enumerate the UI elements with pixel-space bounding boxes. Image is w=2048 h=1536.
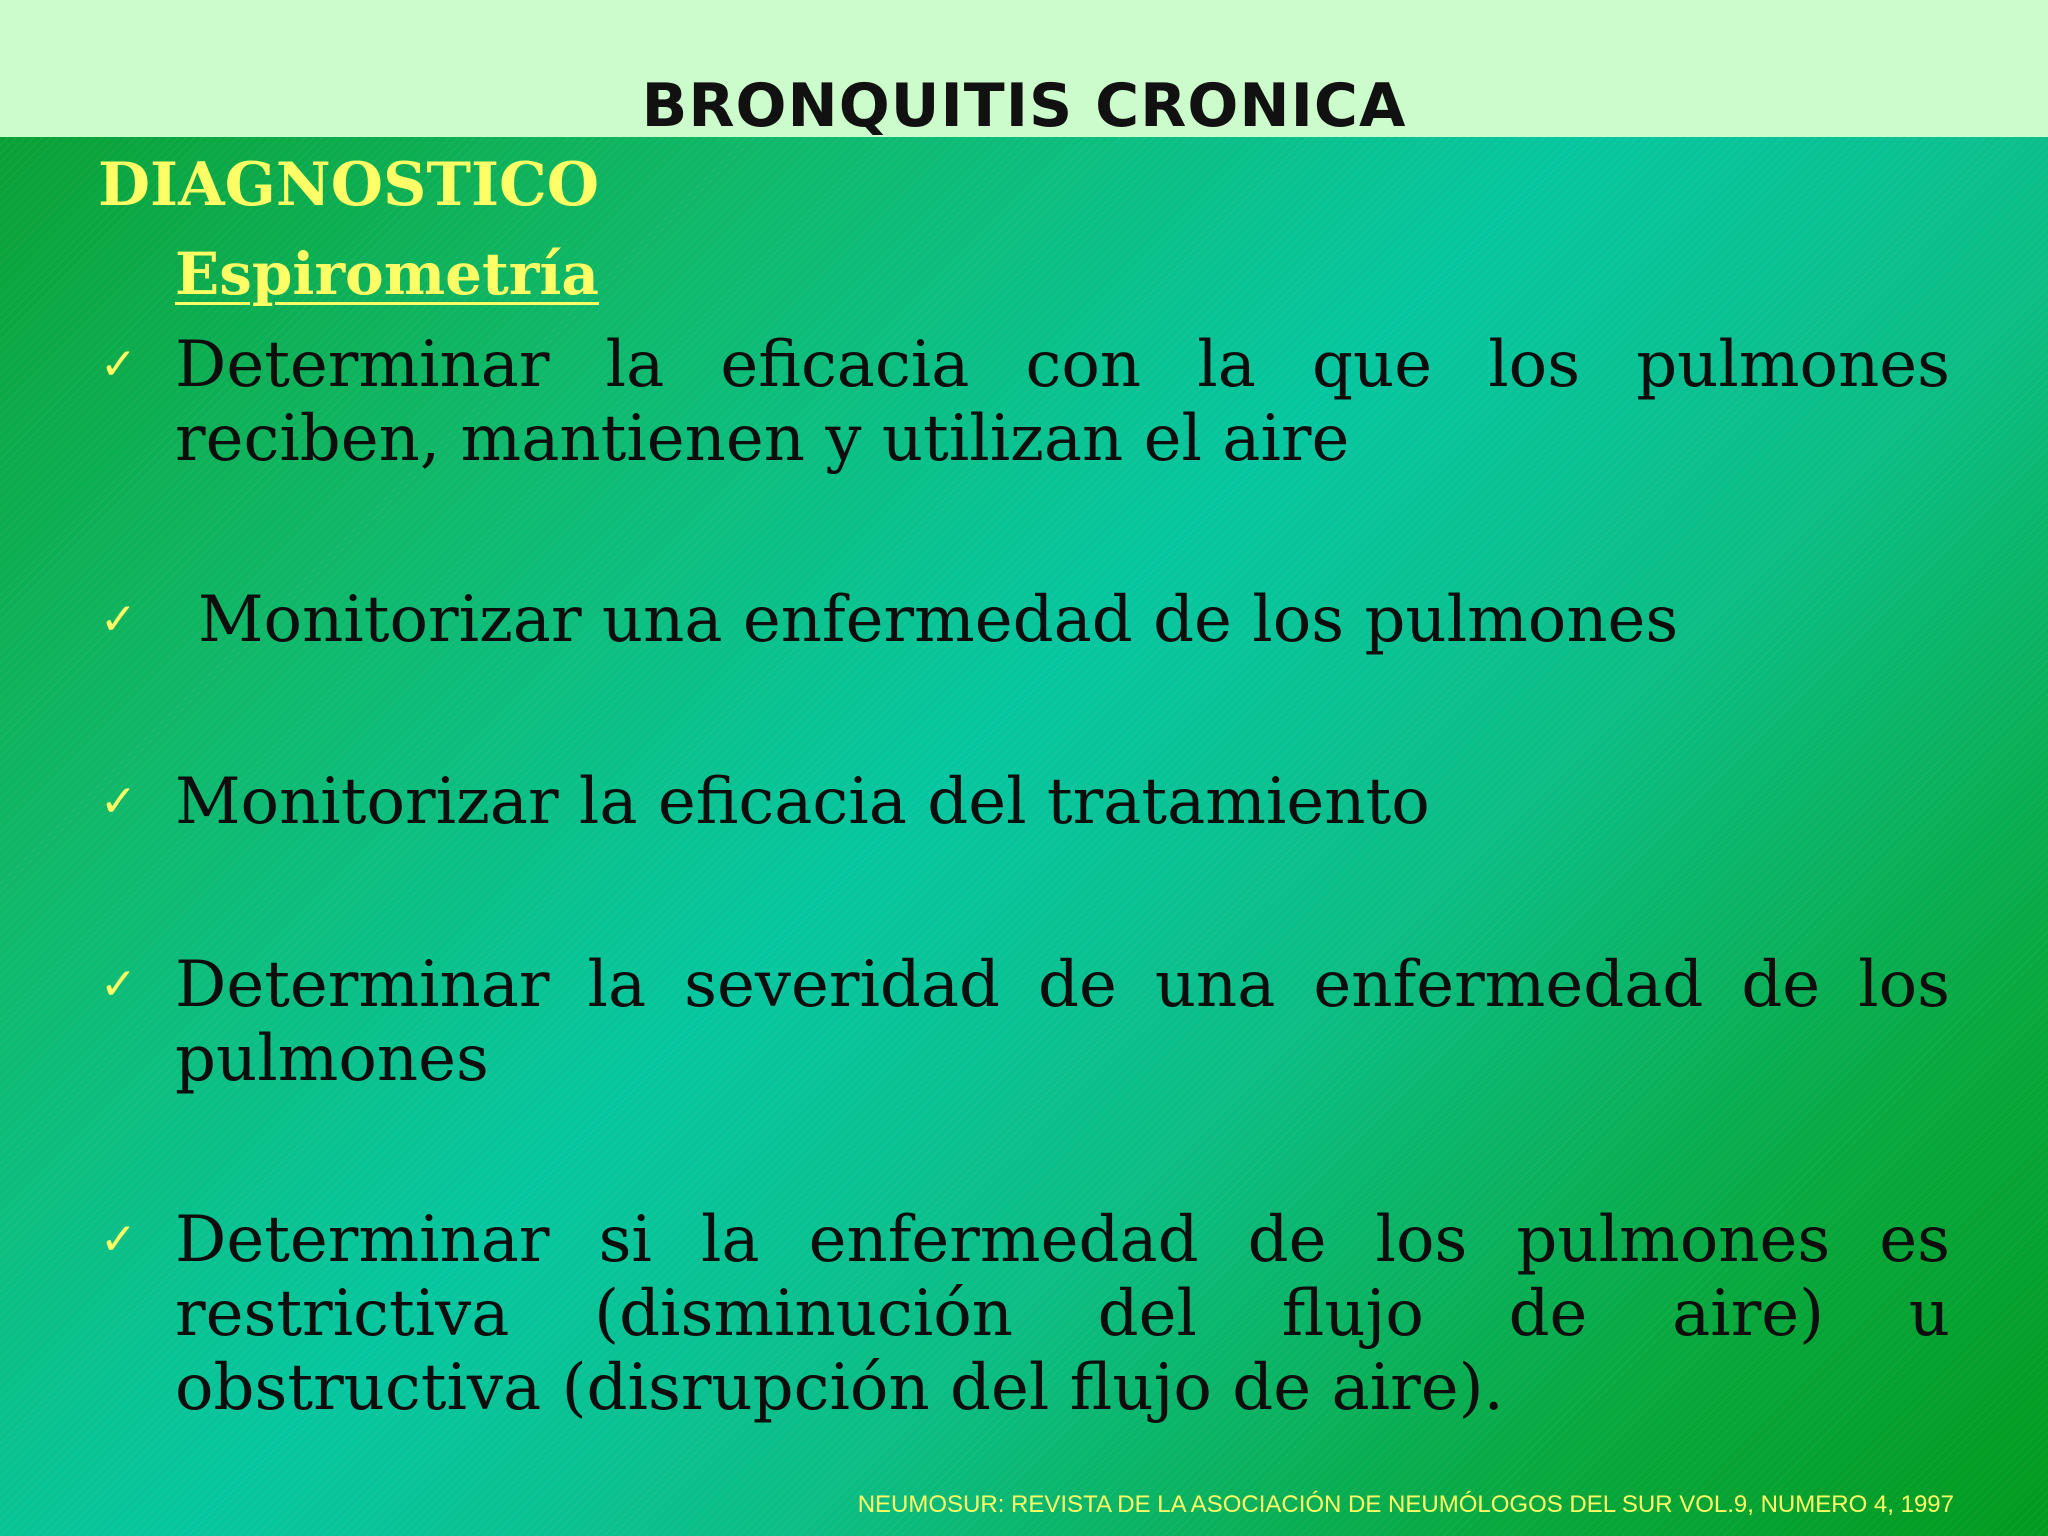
slide-title: BRONQUITIS CRONICA: [641, 71, 1407, 141]
checkmark-icon: ✓: [100, 1214, 137, 1265]
checkmark-icon: ✓: [100, 339, 137, 390]
checkmark-icon: ✓: [100, 776, 137, 827]
bullet-text: Determinar la eficacia con la que los pulmones reciben, mantienen y utilizan el aire: [175, 328, 1950, 476]
citation-footer: NEUMOSUR: REVISTA DE LA ASOCIACIÓN DE NEUMÓLOGOS DEL SUR VOL.9, NUMERO 4, 1997: [857, 1491, 1954, 1518]
bullet-text: Monitorizar una enfermedad de los pulmones: [198, 583, 1679, 657]
checkmark-icon: ✓: [100, 594, 137, 645]
bullet-text: Determinar la severidad de una enfermedad de los pulmones: [175, 948, 1950, 1096]
bullet-text: Monitorizar la eficacia del tratamiento: [175, 765, 1430, 839]
subsection-heading: Espirometría: [175, 240, 599, 308]
checkmark-icon: ✓: [100, 959, 137, 1010]
bullet-text: Determinar si la enfermedad de los pulmones es restrictiva (disminución del flujo de aire) u obstructiva (disrupción del flujo de aire).: [175, 1203, 1950, 1425]
section-heading: DIAGNOSTICO: [98, 150, 600, 220]
